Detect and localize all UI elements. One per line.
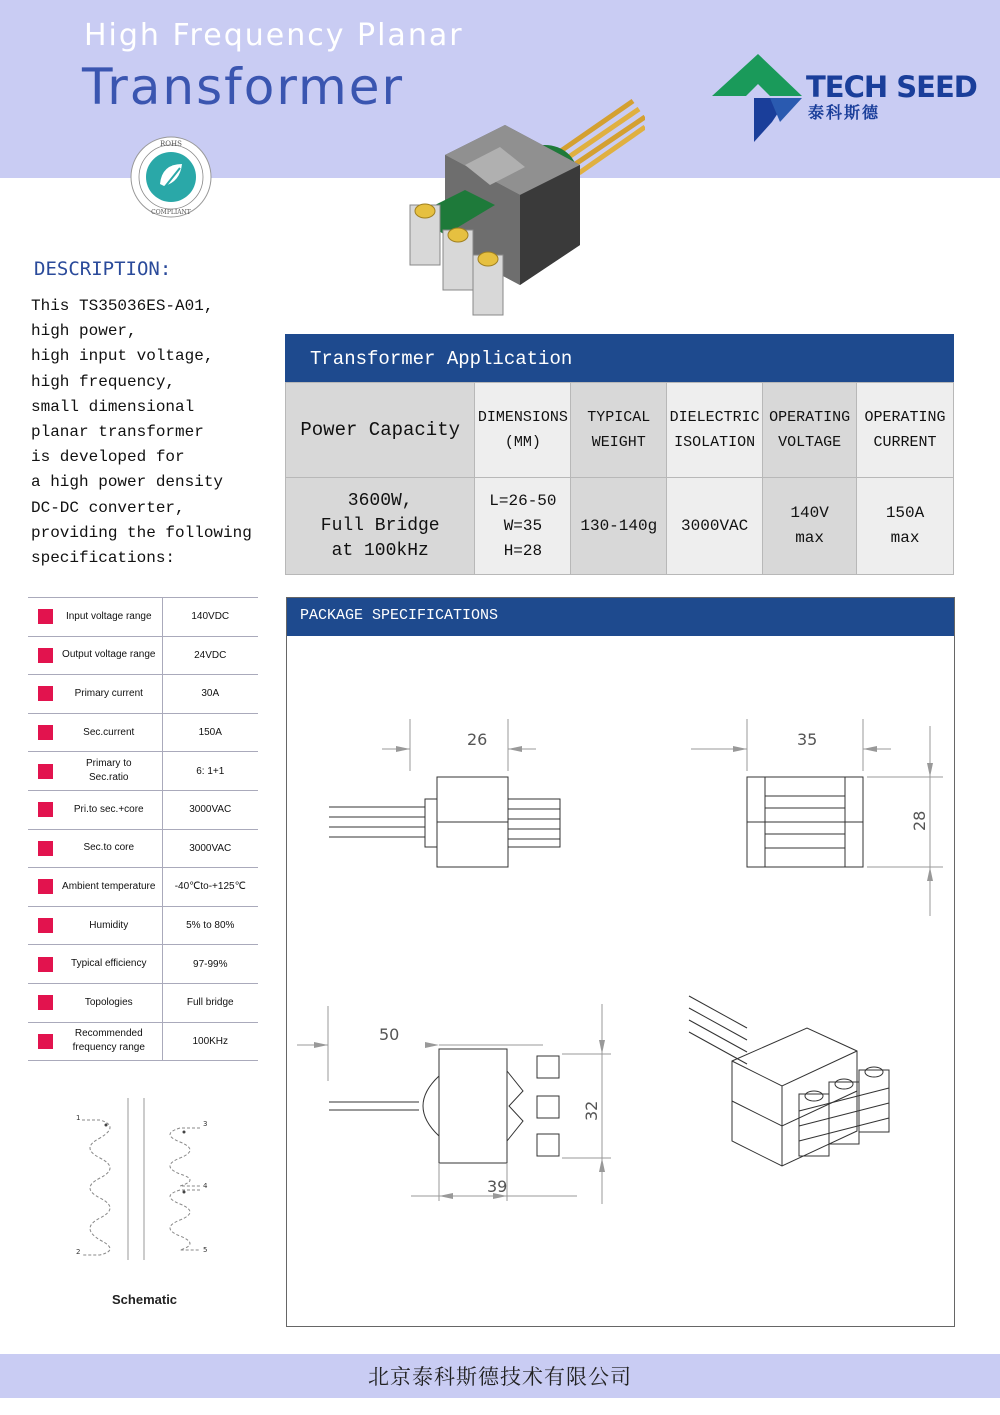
- dim-width-35: 35: [797, 730, 818, 749]
- application-header-row: [286, 383, 954, 478]
- package-drawings: [287, 636, 954, 1326]
- spec-value: 6: 1+1: [162, 752, 258, 791]
- value-dielectric-isolation: 3000VAC: [667, 478, 763, 575]
- svg-text:ROHS: ROHS: [160, 140, 182, 148]
- application-table: [285, 382, 954, 575]
- spec-row: [28, 829, 258, 868]
- spec-value: -40℃to-+125℃: [162, 868, 258, 907]
- spec-label: Sec.current: [56, 713, 162, 752]
- spec-row: [28, 983, 258, 1022]
- bullet-square: [28, 790, 56, 829]
- spec-row: [28, 713, 258, 752]
- spec-label: Primary to Sec.ratio: [56, 752, 162, 791]
- logo-name: TECH SEED: [806, 70, 977, 104]
- pin-4-label: 4: [203, 1182, 208, 1190]
- spec-label: Primary current: [56, 675, 162, 714]
- header-typical-weight: TYPICAL WEIGHT: [571, 383, 667, 478]
- value-typical-weight: 130-140g: [571, 478, 667, 575]
- value-power-capacity: 3600W, Full Bridge at 100kHz: [286, 478, 475, 575]
- description-line: high power,: [31, 322, 137, 341]
- spec-value: 140VDC: [162, 598, 258, 637]
- spec-value: 30A: [162, 675, 258, 714]
- spec-label: Ambient temperature: [56, 868, 162, 907]
- transformer-product-image: [405, 95, 645, 320]
- schematic-label: Schematic: [112, 1292, 178, 1307]
- spec-row: [28, 636, 258, 675]
- pin-2-label: 2: [76, 1248, 81, 1256]
- pin-1-label: 1: [76, 1114, 81, 1122]
- spec-row: [28, 598, 258, 637]
- spec-label: Humidity: [56, 906, 162, 945]
- spec-label: Typical efficiency: [56, 945, 162, 984]
- logo-green-triangle: [712, 54, 802, 96]
- bullet-square: [28, 983, 56, 1022]
- spec-row: [28, 675, 258, 714]
- spec-value: 3000VAC: [162, 829, 258, 868]
- spec-label: Pri.to sec.+core: [56, 790, 162, 829]
- package-specifications-section: [286, 597, 955, 1327]
- spec-value: 5% to 80%: [162, 906, 258, 945]
- dim-core-39: 39: [487, 1177, 508, 1196]
- spec-label: Sec.to core: [56, 829, 162, 868]
- spec-value: 3000VAC: [162, 790, 258, 829]
- description-line: planar transformer: [31, 423, 204, 442]
- top-view-drawing: [297, 1004, 611, 1204]
- page-title: Transformer: [82, 58, 405, 116]
- description-line: is developed for: [31, 448, 185, 467]
- dim-length-26: 26: [467, 730, 488, 749]
- bullet-square: [28, 713, 56, 752]
- description-line: a high power density: [31, 473, 224, 492]
- pin-3-label: 3: [203, 1120, 208, 1128]
- spec-label: Recommended frequency range: [56, 1022, 162, 1061]
- application-title: Transformer Application: [285, 334, 954, 382]
- spec-row: [28, 752, 258, 791]
- description-line: specifications:: [31, 549, 176, 568]
- header-operating-current: OPERATING CURRENT: [857, 383, 954, 478]
- spec-value: 24VDC: [162, 636, 258, 675]
- svg-text:COMPLIANT: COMPLIANT: [151, 209, 191, 216]
- description-line: high input voltage,: [31, 347, 214, 366]
- bullet-square: [28, 829, 56, 868]
- transformer-schematic: [60, 1090, 240, 1270]
- pin-5-label: 5: [203, 1246, 208, 1254]
- logo-chinese-name: 泰科斯德: [808, 103, 881, 122]
- bullet-square: [28, 1022, 56, 1061]
- bullet-square: [28, 752, 56, 791]
- header-power-capacity: Power Capacity: [286, 383, 475, 478]
- spec-value: 150A: [162, 713, 258, 752]
- bullet-square: [28, 675, 56, 714]
- description-line: providing the following: [31, 523, 252, 542]
- value-dimensions: L=26-50 W=35 H=28: [475, 478, 571, 575]
- spec-value: 97-99%: [162, 945, 258, 984]
- spec-row: [28, 906, 258, 945]
- title-line-1: High Frequency Planar: [84, 18, 464, 53]
- specification-list: [28, 597, 258, 1061]
- description-line: high frequency,: [31, 372, 176, 391]
- rohs-compliant-badge: [128, 134, 214, 220]
- bullet-square: [28, 945, 56, 984]
- spec-value: Full bridge: [162, 983, 258, 1022]
- side-view-drawing: [329, 719, 560, 867]
- value-operating-current: 150A max: [857, 478, 954, 575]
- header-dimensions: DIMENSIONS (MM): [475, 383, 571, 478]
- dim-length-50: 50: [379, 1025, 400, 1044]
- value-operating-voltage: 140V max: [763, 478, 857, 575]
- description-line: This TS35036ES-A01,: [31, 297, 214, 315]
- bullet-square: [28, 636, 56, 675]
- header-operating-voltage: OPERATING VOLTAGE: [763, 383, 857, 478]
- spec-label: Input voltage range: [56, 598, 162, 637]
- spec-value: 100KHz: [162, 1022, 258, 1061]
- footer-company-name: 北京泰科斯德技术有限公司: [368, 1365, 632, 1389]
- package-title: PACKAGE SPECIFICATIONS: [287, 598, 954, 636]
- dim-depth-32: 32: [582, 1100, 601, 1121]
- description-body: [31, 294, 281, 571]
- header-dielectric-isolation: DIELECTRIC ISOLATION: [667, 383, 763, 478]
- bullet-square: [28, 906, 56, 945]
- bullet-square: [28, 598, 56, 637]
- spec-row: [28, 1022, 258, 1061]
- dim-height-28: 28: [910, 810, 929, 831]
- isometric-view-drawing: [689, 996, 889, 1166]
- application-data-row: [286, 478, 954, 575]
- spec-label: Topologies: [56, 983, 162, 1022]
- description-line: DC-DC converter,: [31, 498, 185, 517]
- bullet-square: [28, 868, 56, 907]
- spec-row: [28, 790, 258, 829]
- spec-label: Output voltage range: [56, 636, 162, 675]
- spec-row: [28, 945, 258, 984]
- application-section: [285, 334, 954, 576]
- description-line: small dimensional: [31, 397, 195, 416]
- spec-row: [28, 868, 258, 907]
- description-heading: DESCRIPTION:: [34, 258, 172, 280]
